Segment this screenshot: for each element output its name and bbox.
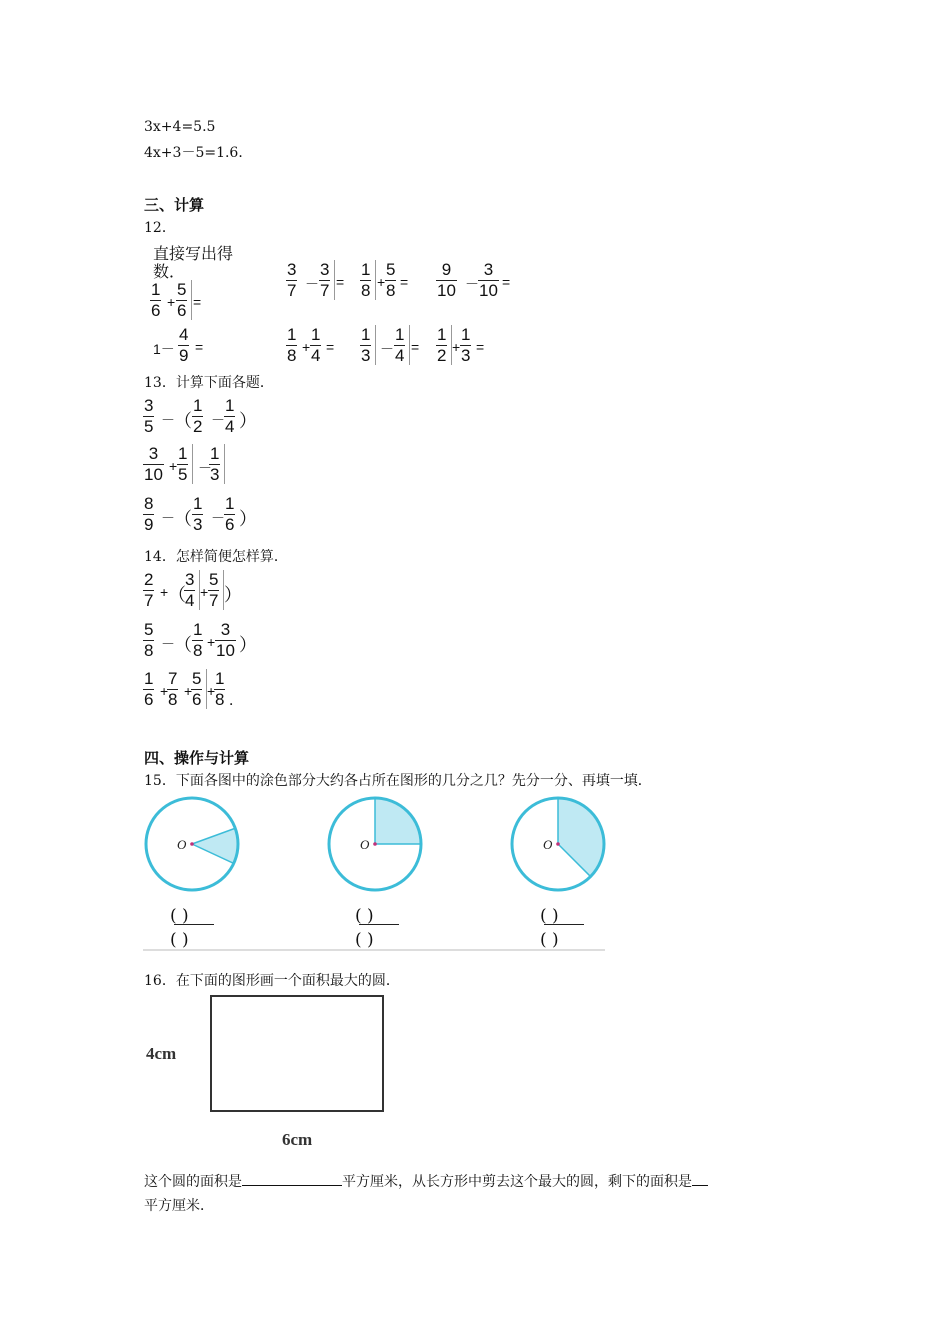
q14e1-frac-2: $\frac{3}{4}$ [185, 570, 195, 610]
q12g-frac-1: $\frac{1}{3}$ [361, 325, 371, 365]
shaded-sector-1 [192, 828, 238, 863]
section-3-heading: 三、计算 [144, 196, 205, 214]
q12c-frac-2: $\frac{5}{8}$ [386, 260, 396, 300]
q13e1-op2: － [211, 412, 225, 428]
center-label-1: O [177, 837, 187, 852]
q12f-frac-1: $\frac{1}{8}$ [287, 325, 297, 365]
q15-text: 15．下面各图中的涂色部分大约各占所在图形的几分之几？先分一分、再填一填． [144, 773, 652, 789]
q14e3-frac-1: $\frac{1}{6}$ [144, 669, 154, 709]
q12g-frac-2: $\frac{1}{4}$ [395, 325, 405, 365]
q12c-divider-1 [375, 260, 376, 300]
q15-answer-3-top: ( ) [540, 906, 559, 926]
equation-1: 3x+4=5.5 [144, 119, 216, 135]
q12h-frac-1: $\frac{1}{2}$ [437, 325, 447, 365]
q12e-frac: $\frac{4}{9}$ [179, 325, 189, 365]
q12a-divider [191, 280, 192, 320]
rectangle-width-label: 6cm [282, 1130, 313, 1149]
q15-answer-3-bottom: ( ) [540, 930, 559, 950]
q14e2-op1: － [161, 636, 175, 652]
q16-answer-part-a: 这个圆的面积是 [144, 1174, 242, 1190]
q13e1-lparen: （ [174, 411, 192, 431]
center-label-2: O [360, 837, 370, 852]
q14e1-op2: + [200, 584, 209, 600]
q12h-op: + [452, 339, 461, 355]
q14e2-lparen: （ [174, 635, 192, 655]
q12b-frac-1: $\frac{3}{7}$ [287, 260, 297, 300]
q12b-frac-2: $\frac{3}{7}$ [320, 260, 330, 300]
q14e2-rparen: ） [239, 635, 257, 655]
q12g-op: － [380, 341, 394, 357]
q14e3-frac-4: $\frac{1}{8}$ [215, 669, 225, 709]
q12h-eq: = [476, 339, 485, 355]
q14e1-lparen: （ [168, 585, 186, 605]
q15-answer-1-bottom: ( ) [170, 930, 189, 950]
q12c-op: + [377, 274, 386, 290]
q13e2-frac-2: $\frac{1}{5}$ [178, 444, 188, 484]
q14e2-frac-2: $\frac{1}{8}$ [193, 620, 203, 660]
q13e3-frac-3: $\frac{1}{6}$ [225, 494, 235, 534]
q15-answer-2-top: ( ) [355, 906, 374, 926]
q13e2-op1: + [169, 458, 178, 474]
shaded-sector-3 [558, 798, 604, 877]
q16-blank-circle-area[interactable] [242, 1171, 342, 1186]
q12d-eq: = [502, 274, 511, 290]
q14e1-op1: + [160, 584, 169, 600]
q14e3-op1: + [160, 683, 169, 699]
rectangle-figure [210, 995, 384, 1112]
q13e2-frac-1: $\frac{3}{10}$ [144, 444, 163, 484]
q12-instruction-line2: 数． [153, 262, 186, 281]
q12e-eq: = [195, 339, 204, 355]
q12-instruction-line1: 直接写出得 [153, 244, 234, 263]
q12a-frac-2: $\frac{5}{6}$ [177, 280, 187, 320]
q12b-divider [334, 260, 335, 300]
q13e2-divider [192, 444, 193, 484]
q12g-divider-2 [409, 325, 410, 365]
q12-number: 12． [144, 220, 176, 236]
section-4-heading: 四、操作与计算 [144, 749, 250, 767]
q13e3-lparen: （ [174, 509, 192, 529]
q13e1-op1: － [161, 412, 175, 428]
q14e3-frac-3: $\frac{5}{6}$ [192, 669, 202, 709]
circle-center-3 [556, 842, 560, 846]
q12f-frac-2: $\frac{1}{4}$ [311, 325, 321, 365]
q13e1-frac-1: $\frac{3}{5}$ [144, 396, 154, 436]
q13e3-frac-1: $\frac{8}{9}$ [144, 494, 154, 534]
q14e1-frac-3: $\frac{5}{7}$ [209, 570, 219, 610]
q16-text: 16．在下面的图形画一个面积最大的圆． [144, 973, 400, 989]
q13e1-frac-3: $\frac{1}{4}$ [225, 396, 235, 436]
q16-answer-line-1 [144, 1171, 708, 1191]
q12d-frac-1: $\frac{9}{10}$ [437, 260, 456, 300]
q12a-frac-1: $\frac{1}{6}$ [151, 280, 161, 320]
q15-answer-3-line [544, 924, 584, 925]
q12d-frac-2: $\frac{3}{10}$ [479, 260, 498, 300]
circle-center-2 [373, 842, 377, 846]
q14e3-op3: + [207, 683, 216, 699]
circle-center-1 [190, 842, 194, 846]
q16-answer-part-b: 平方厘米，从长方形中剪去这个最大的圆，剩下的面积是 [342, 1174, 692, 1190]
q12g-eq: = [411, 339, 420, 355]
q14e3-end: ． [229, 692, 243, 708]
q12c-frac-1: $\frac{1}{8}$ [361, 260, 371, 300]
q15-answer-1-top: ( ) [170, 906, 189, 926]
q13-title: 13．计算下面各题． [144, 375, 274, 391]
q14e2-frac-1: $\frac{5}{8}$ [144, 620, 154, 660]
q15-answer-1-line [174, 924, 214, 925]
q13e2-frac-3: $\frac{1}{3}$ [210, 444, 220, 484]
equation-2: 4x+3－5=1.6． [144, 145, 253, 161]
q16-blank-remaining-area[interactable] [692, 1171, 708, 1186]
q12g-divider [375, 325, 376, 365]
q14e3-op2: + [184, 683, 193, 699]
q14e2-frac-3: $\frac{3}{10}$ [216, 620, 235, 660]
q12b-eq: = [336, 274, 345, 290]
q13e2-divider-2 [224, 444, 225, 484]
q13e1-rparen: ） [239, 411, 257, 431]
q16-answer-line-2: 平方厘米． [144, 1198, 214, 1214]
q12a-op: + [167, 294, 176, 310]
rectangle-height-label: 4cm [146, 1044, 177, 1063]
q14-title: 14．怎样简便怎样算． [144, 549, 288, 565]
q12c-eq: = [400, 274, 409, 290]
q13e3-op1: － [161, 510, 175, 526]
q13e3-frac-2: $\frac{1}{3}$ [193, 494, 203, 534]
q12a-eq: = [193, 294, 202, 310]
q15-answer-2-bottom: ( ) [355, 930, 374, 950]
q12h-frac-2: $\frac{1}{3}$ [461, 325, 471, 365]
q14e3-frac-2: $\frac{7}{8}$ [168, 669, 178, 709]
q12e-lead: 1－ [153, 341, 175, 357]
center-label-3: O [543, 837, 553, 852]
q15-answer-2-line [359, 924, 399, 925]
q13e3-op2: － [211, 510, 225, 526]
q13e1-frac-2: $\frac{1}{2}$ [193, 396, 203, 436]
q14e1-frac-1: $\frac{2}{7}$ [144, 570, 154, 610]
q13e3-rparen: ） [239, 509, 257, 529]
q12d-op: － [465, 276, 479, 292]
q12b-op: － [305, 276, 319, 292]
q14e2-op2: + [207, 634, 216, 650]
q13e2-op2: － [198, 460, 212, 476]
q14e1-rparen: ） [224, 585, 242, 605]
q12f-eq: = [326, 339, 335, 355]
q12f-op: + [302, 339, 311, 355]
